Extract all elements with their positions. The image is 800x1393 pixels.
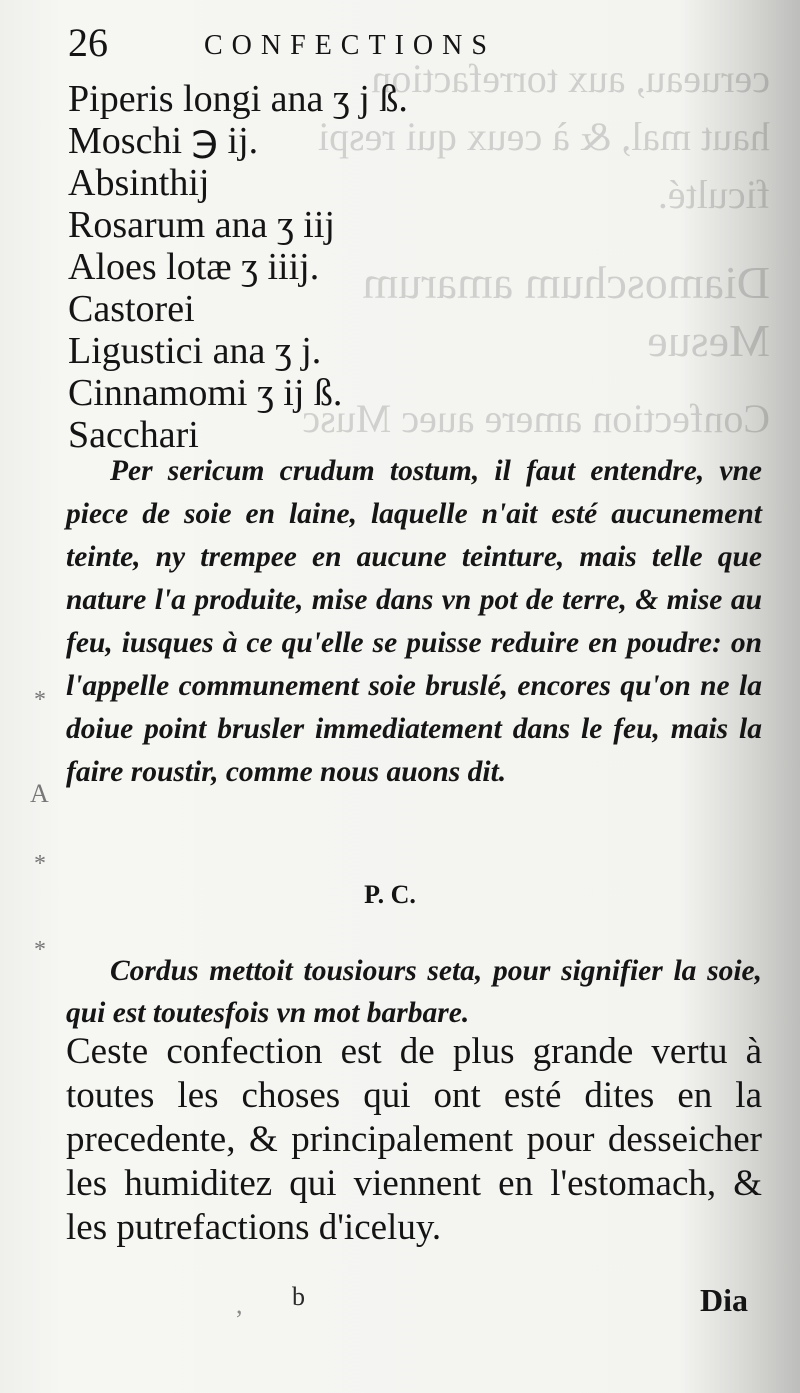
commentary-note-text: Per sericum crudum tostum, il faut entendre, vne piece de soie en laine, laquelle n'ait esté aucunement teinte, ny trempee en aucune teinture, mais telle que nature l'a produite, mise dans vn pot de terre, & mise au feu, iusques à ce qu'elle se puisse reduire en poudre: on l'appelle communement soie bruslé, encores qu'on ne la doiue point brusler immediatement dans le feu, mais la faire roustir, comme nous auons dit.	[66, 455, 762, 788]
ink-mark: ,	[236, 1290, 243, 1319]
recipe-line: Aloes lotæ ʒ iiij.	[68, 246, 320, 288]
recipe-line: Ligustici ana ʒ j.	[68, 330, 322, 372]
recipe-line: Absinthij	[68, 162, 210, 204]
ink-mark: b	[292, 1282, 305, 1311]
recipe-line: Sacchari	[68, 414, 199, 456]
margin-letter: A	[30, 779, 49, 808]
page-number: 26	[68, 20, 108, 65]
recipe-line: Cinnamomi ʒ ij ß.	[68, 372, 343, 414]
margin-asterisk: *	[34, 687, 46, 713]
cordus-note	[66, 950, 762, 1034]
catchword: Dia	[700, 1282, 748, 1318]
margin-asterisk: *	[34, 851, 46, 877]
recipe-line: Rosarum ana ʒ iij	[68, 204, 335, 246]
recipe-line: Moschi ℈ ij.	[68, 120, 259, 162]
recipe-line: Piperis longi ana ʒ j ß.	[68, 78, 408, 120]
commentary-note	[66, 450, 762, 794]
recipe-ingredient-list	[68, 78, 628, 456]
margin-asterisk: *	[34, 937, 46, 963]
show-through-text: cerueau, aux torrefaction haut mal, & à ceux qui respi ficulté. Diamoschum amarum Mesue Confection amere auec Musc	[302, 56, 770, 441]
section-heading	[0, 880, 800, 910]
body-paragraph: Ceste confection est de plus grande vertu à toutes les choses qui ont esté dites en la precedente, & principalement pour desseicher les humiditez qui viennent en l'estomach, & les putrefactions d'iceluy.	[66, 1031, 762, 1248]
page-header	[68, 20, 648, 66]
running-title: CONFECTIONS	[204, 30, 496, 61]
recipe-line: Castorei	[68, 288, 195, 330]
section-heading-text: P. C.	[364, 880, 416, 909]
cordus-note-text: Cordus mettoit tousiours seta, pour signifier la soie, qui est toutesfois vn mot barbare.	[66, 955, 762, 1029]
